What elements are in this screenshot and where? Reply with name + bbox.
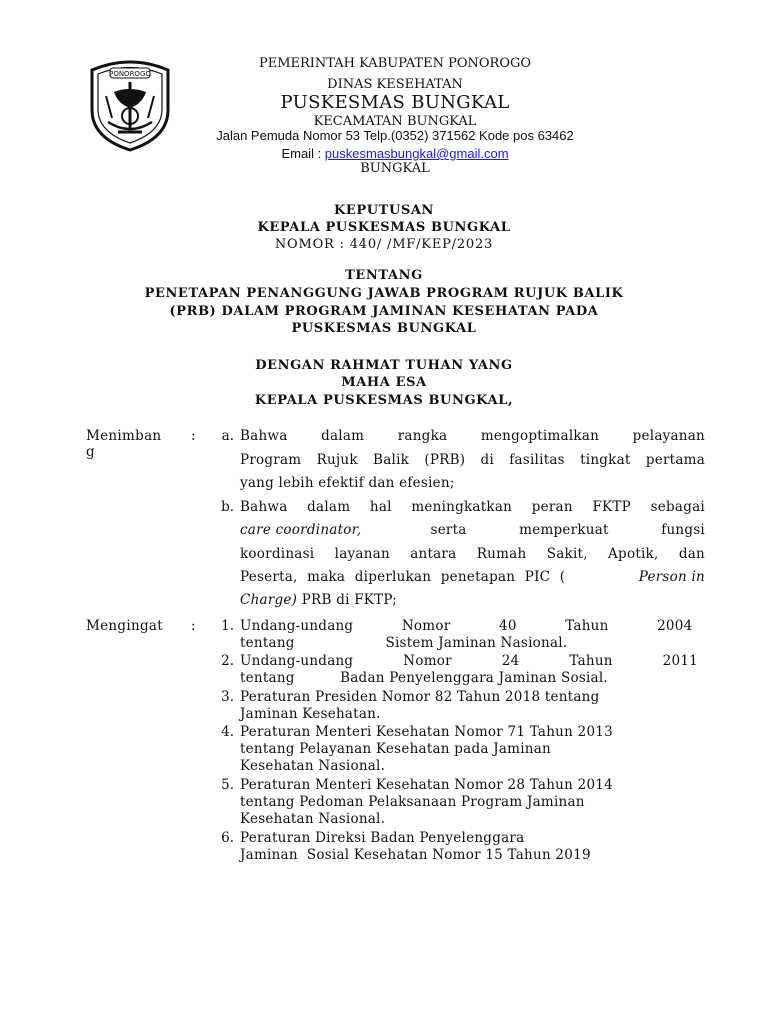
charge-term: Charge): [240, 592, 298, 608]
menimbang-a-marker: a.: [221, 428, 234, 444]
menimbang-a-line-3: yang lebih efektif dan efesien;: [240, 475, 455, 491]
menimbang-b-line-2-rest: serta memperkuat fungsi: [430, 522, 705, 538]
mengingat-item-5-line-1: Peraturan Menteri Kesehatan Nomor 28 Tahun 2014: [240, 777, 613, 793]
menimbang-label-wrap: g: [86, 444, 95, 460]
menimbang-b-line-5-rest: PRB di FKTP;: [297, 592, 398, 608]
mengingat-item-4-line-2: tentang Pelayanan Kesehatan pada Jaminan: [240, 741, 551, 757]
menimbang-colon: :: [191, 428, 196, 444]
svg-text:PONOROGO: PONOROGO: [109, 70, 151, 78]
person-in-term: Person in: [638, 569, 705, 585]
ponorogo-regency-logo: [84, 52, 176, 152]
header-city: BUNGKAL: [360, 161, 430, 176]
mengingat-item-5-marker: 5.: [221, 777, 234, 793]
subject-line-1: PENETAPAN PENANGGUNG JAWAB PROGRAM RUJUK BALIK: [144, 286, 624, 301]
email-link[interactable]: puskesmasbungkal@gmail.com: [324, 146, 509, 161]
mengingat-item-3-marker: 3.: [221, 689, 234, 705]
mengingat-item-5-line-2: tentang Pedoman Pelaksanaan Program Jaminan: [240, 794, 585, 810]
menimbang-b-line-5: [240, 592, 705, 608]
decree-title: KEPUTUSAN: [333, 203, 435, 218]
mengingat-item-4-line-1: Peraturan Menteri Kesehatan Nomor 71 Tahun 2013: [240, 724, 613, 740]
grace-line-2: MAHA ESA: [341, 375, 427, 390]
mengingat-item-4-marker: 4.: [221, 724, 234, 740]
mengingat-item-3-line-1: Peraturan Presiden Nomor 82 Tahun 2018 tentang: [240, 689, 600, 705]
tentang-heading: TENTANG: [345, 268, 423, 283]
menimbang-b-line-4: [240, 569, 705, 585]
mengingat-item-6-line-2: Jaminan Sosial Kesehatan Nomor 15 Tahun 2019: [240, 847, 591, 863]
mengingat-item-2-marker: 2.: [221, 653, 234, 669]
menimbang-b-line-1: Bahwa dalam hal meningkatkan peran FKTP sebagai: [240, 499, 705, 515]
mengingat-item-3-line-2: Jaminan Kesehatan.: [240, 706, 381, 722]
email-label: Email :: [281, 146, 325, 161]
header-department: DINAS KESEHATAN: [327, 77, 463, 92]
mengingat-item-5-line-3: Kesehatan Nasional.: [240, 811, 386, 827]
decree-issuer: KEPALA PUSKESMAS BUNGKAL: [257, 220, 511, 235]
menimbang-b-line-4-start: Peserta, maka diperlukan penetapan PIC (: [240, 569, 566, 585]
menimbang-a-line-1: Bahwa dalam rangka mengoptimalkan pelayanan: [240, 428, 705, 444]
menimbang-b-marker: b.: [221, 499, 234, 515]
mengingat-item-1-line-1: Undang-undang Nomor 40 Tahun 2004: [240, 618, 693, 634]
subject-line-2: (PRB) DALAM PROGRAM JAMINAN KESEHATAN PADA: [169, 304, 599, 319]
grace-line-3: KEPALA PUSKESMAS BUNGKAL,: [254, 393, 514, 408]
menimbang-b-line-2: [240, 522, 705, 538]
header-government: PEMERINTAH KABUPATEN PONOROGO: [258, 56, 532, 71]
mengingat-item-1-line-2: tentang Sistem Jaminan Nasional.: [240, 635, 568, 651]
grace-line-1: DENGAN RAHMAT TUHAN YANG: [255, 358, 513, 373]
mengingat-item-6-line-1: Peraturan Direksi Badan Penyelenggara: [240, 830, 525, 846]
decree-number: NOMOR : 440/ /MF/KEP/2023: [274, 237, 494, 252]
menimbang-a-line-2: Program Rujuk Balik (PRB) di fasilitas tingkat pertama: [240, 452, 705, 468]
mengingat-label: Mengingat: [86, 618, 163, 634]
mengingat-item-2-line-1: Undang-undang Nomor 24 Tahun 2011: [240, 653, 698, 669]
header-address: Jalan Pemuda Nomor 53 Telp.(0352) 371562 Kode pos 63462: [216, 128, 574, 143]
care-coordinator-term: care coordinator,: [240, 522, 362, 538]
mengingat-item-1-marker: 1.: [221, 618, 234, 634]
mengingat-item-2-line-2: tentang Badan Penyelenggara Jaminan Sosial.: [240, 670, 608, 686]
mengingat-item-4-line-3: Kesehatan Nasional.: [240, 758, 386, 774]
subject-line-3: PUSKESMAS BUNGKAL: [291, 321, 477, 336]
mengingat-colon: :: [191, 618, 196, 634]
header-puskesmas: PUSKESMAS BUNGKAL: [280, 92, 510, 113]
header-email-line: [190, 146, 600, 161]
menimbang-label: Menimban: [86, 428, 162, 444]
mengingat-item-6-marker: 6.: [221, 830, 234, 846]
menimbang-b-line-3: koordinasi layanan antara Rumah Sakit, Apotik, dan: [240, 546, 705, 562]
header-kecamatan: KECAMATAN BUNGKAL: [313, 114, 477, 129]
